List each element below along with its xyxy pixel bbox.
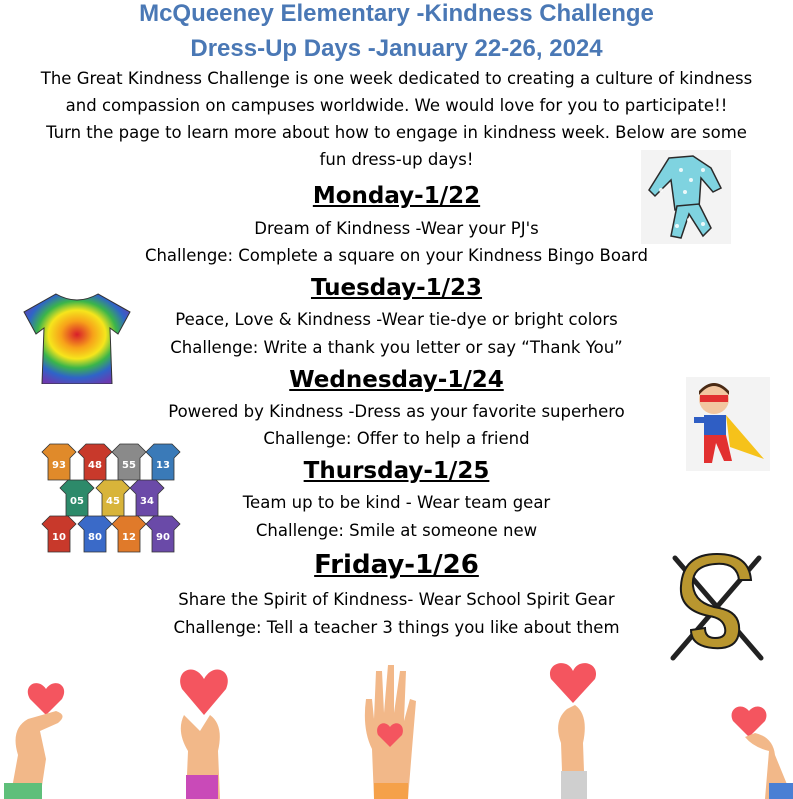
friday-theme: Share the Spirit of Kindness- Wear School Spirit Gear — [178, 590, 615, 609]
wednesday-heading: Wednesday-1/24 — [289, 367, 504, 393]
thursday-heading: Thursday-1/25 — [303, 458, 490, 484]
school-spirit-logo — [661, 550, 773, 665]
hand-heart-illustration — [545, 659, 605, 799]
hand-heart-illustration — [0, 659, 90, 799]
monday-theme: Dream of Kindness -Wear your PJ's — [254, 219, 539, 238]
jersey-number: 55 — [122, 460, 136, 471]
page-title: McQueeney Elementary -Kindness Challenge — [139, 0, 654, 27]
thursday-challenge: Challenge: Smile at someone new — [255, 521, 538, 540]
jersey-number: 80 — [88, 532, 102, 543]
jersey-number: 13 — [156, 460, 170, 471]
jersey-number: 90 — [156, 532, 170, 543]
monday-heading: Monday-1/22 — [312, 183, 481, 209]
superhero-image — [686, 377, 770, 471]
intro-line: fun dress-up days! — [319, 150, 474, 169]
hand-heart-illustration — [170, 659, 240, 799]
jersey-number: 05 — [70, 496, 84, 507]
monday-challenge: Challenge: Complete a square on your Kindness Bingo Board — [144, 246, 649, 265]
tie-dye-shirt-image — [18, 292, 136, 384]
tuesday-heading: Tuesday-1/23 — [310, 275, 483, 301]
intro-line: Turn the page to learn more about how to engage in kindness week. Below are some — [46, 123, 747, 142]
friday-challenge: Challenge: Tell a teacher 3 things you like about them — [173, 618, 620, 637]
thursday-theme: Team up to be kind - Wear team gear — [242, 493, 551, 512]
hand-heart-illustration — [360, 659, 420, 799]
page-subtitle: Dress-Up Days -January 22-26, 2024 — [190, 35, 603, 62]
jersey-number: 10 — [52, 532, 66, 543]
hand-heart-illustration — [725, 659, 793, 799]
jersey-number: 48 — [88, 460, 102, 471]
tuesday-challenge: Challenge: Write a thank you letter or say “Thank You” — [170, 338, 623, 357]
wednesday-challenge: Challenge: Offer to help a friend — [263, 429, 530, 448]
tuesday-theme: Peace, Love & Kindness -Wear tie-dye or bright colors — [175, 310, 618, 329]
wednesday-theme: Powered by Kindness -Dress as your favorite superhero — [168, 402, 625, 421]
jersey-number: 93 — [52, 460, 66, 471]
friday-heading: Friday-1/26 — [314, 550, 479, 580]
jersey-number: 12 — [122, 532, 136, 543]
intro-line: The Great Kindness Challenge is one week dedicated to creating a culture of kindness — [40, 69, 753, 88]
jersey-number: 45 — [106, 496, 120, 507]
pajamas-image — [641, 150, 731, 244]
intro-line: and compassion on campuses worldwide. We would love for you to participate!! — [65, 96, 728, 115]
jersey-number: 34 — [140, 496, 154, 507]
team-jerseys-image — [40, 440, 182, 558]
